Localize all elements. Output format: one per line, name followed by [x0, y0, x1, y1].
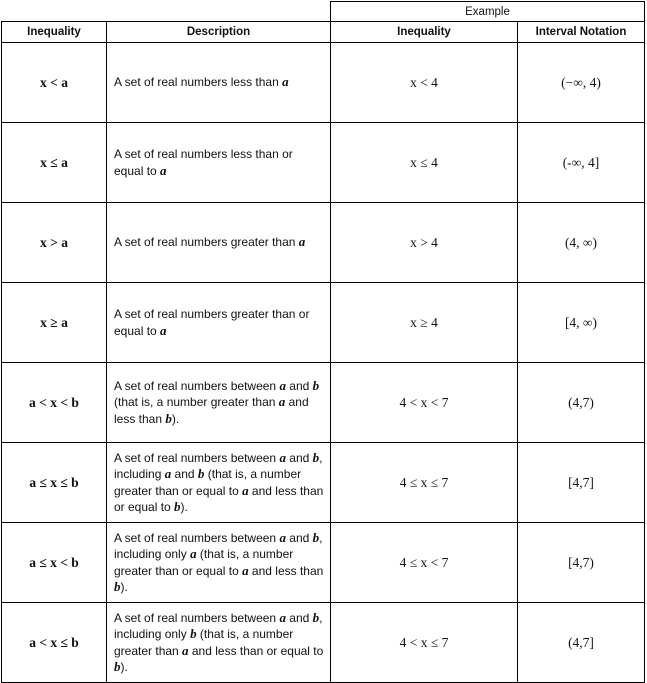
- table-row: [2, 363, 645, 443]
- variable-b: b: [197, 466, 205, 481]
- header-interval-notation: Interval Notation: [518, 22, 645, 43]
- variable-a: a: [279, 609, 286, 625]
- variable-a: a: [242, 562, 249, 578]
- table-row: [2, 603, 645, 683]
- inequality-cell: x < a: [2, 43, 107, 123]
- variable-b: b: [114, 579, 121, 594]
- variable-b: b: [312, 529, 320, 545]
- inequality-cell: x ≤ a: [2, 123, 107, 203]
- interval-notation-cell: [4,7]: [518, 443, 645, 523]
- inequality-table: [1, 1, 645, 683]
- table-row: [2, 123, 645, 203]
- variable-b: b: [174, 499, 181, 514]
- variable-b: b: [312, 377, 320, 393]
- variable-b: b: [190, 626, 197, 641]
- example-inequality-cell: 4 < x ≤ 7: [331, 603, 518, 683]
- variable-a: a: [282, 74, 289, 90]
- interval-notation-cell: [4,7): [518, 523, 645, 603]
- description-cell: A set of real numbers greater than a: [107, 203, 331, 283]
- variable-a: a: [160, 322, 167, 338]
- description-cell: A set of real numbers less than or equal to a: [107, 123, 331, 203]
- variable-a: a: [242, 482, 249, 498]
- table-row: [2, 43, 645, 123]
- interval-notation-cell: (4,7]: [518, 603, 645, 683]
- variable-a: a: [279, 449, 286, 465]
- inequality-cell: a ≤ x ≤ b: [2, 443, 107, 523]
- example-inequality-cell: 4 ≤ x < 7: [331, 523, 518, 603]
- example-header: Example: [331, 2, 645, 22]
- description-cell: A set of real numbers less than a: [107, 43, 331, 123]
- inequality-cell: a ≤ x < b: [2, 523, 107, 603]
- example-header-row: [2, 2, 645, 22]
- interval-notation-cell: [4, ∞): [518, 283, 645, 363]
- variable-a: a: [190, 546, 197, 561]
- variable-b: b: [114, 659, 121, 674]
- variable-a: a: [298, 234, 306, 250]
- description-cell: A set of real numbers between a and b, including only a (that is, a number greater than or equal to a and less than b).: [107, 523, 331, 603]
- table-row: [2, 443, 645, 523]
- variable-a: a: [279, 377, 286, 393]
- variable-a: a: [182, 642, 189, 658]
- inequality-cell: a < x < b: [2, 363, 107, 443]
- example-inequality-cell: 4 ≤ x ≤ 7: [331, 443, 518, 523]
- column-header-row: [2, 22, 645, 43]
- description-cell: A set of real numbers between a and b, including only b (that is, a number greater than a and less than or equal to b).: [107, 603, 331, 683]
- variable-b: b: [312, 609, 320, 625]
- table-row: [2, 523, 645, 603]
- variable-a: a: [279, 529, 286, 545]
- header-example-inequality: Inequality: [331, 22, 518, 43]
- interval-notation-cell: (4,7): [518, 363, 645, 443]
- variable-b: b: [165, 410, 172, 426]
- header-description: Description: [107, 22, 331, 43]
- interval-notation-cell: (−∞, 4): [518, 43, 645, 123]
- table-row: [2, 283, 645, 363]
- variable-a: a: [278, 394, 286, 410]
- example-inequality-cell: x > 4: [331, 203, 518, 283]
- description-cell: A set of real numbers greater than or equal to a: [107, 283, 331, 363]
- description-cell: A set of real numbers between a and b (that is, a number greater than a and less than b).: [107, 363, 331, 443]
- example-inequality-cell: x ≤ 4: [331, 123, 518, 203]
- variable-a: a: [164, 466, 172, 481]
- example-inequality-cell: 4 < x < 7: [331, 363, 518, 443]
- blank-cell: [2, 2, 331, 22]
- variable-a: a: [160, 162, 167, 178]
- interval-notation-cell: (-∞, 4]: [518, 123, 645, 203]
- table-row: [2, 203, 645, 283]
- inequality-cell: x > a: [2, 203, 107, 283]
- interval-notation-cell: (4, ∞): [518, 203, 645, 283]
- header-inequality: Inequality: [2, 22, 107, 43]
- example-inequality-cell: x < 4: [331, 43, 518, 123]
- variable-b: b: [312, 449, 320, 465]
- description-cell: A set of real numbers between a and b, including a and b (that is, a number greater than or equal to a and less than or equal to b).: [107, 443, 331, 523]
- inequality-cell: a < x ≤ b: [2, 603, 107, 683]
- example-inequality-cell: x ≥ 4: [331, 283, 518, 363]
- inequality-cell: x ≥ a: [2, 283, 107, 363]
